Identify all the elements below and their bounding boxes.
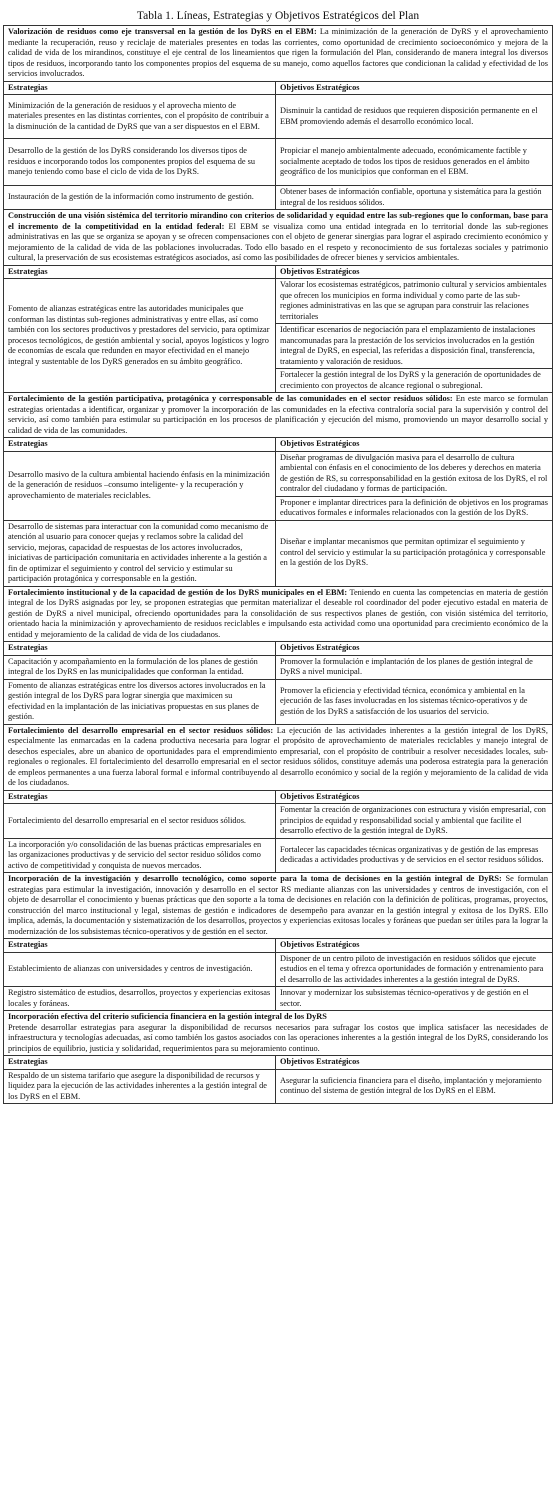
section-text: En este marco se formulan estrategias orientadas a identificar, organizar y promover la incorporación de las comunidades en la efectiva contraloría social para la supervisión y control del servicio, así como también para estimular su participación en los procesos de planificación y ejecución del mismo, promoviendo un mayor desarrollo social y calidad de vida de las comunidades. [8,394,548,435]
table-row [4,451,553,496]
section-title: Incorporación de la investigación y desarrollo tecnológico, como soporte para la toma de decisiones en la gestión integral de DyRS: [8,874,502,883]
objective-cell: Identificar escenarios de negociación para el emplazamiento de instalaciones mancomunadas para la prestación de los servicios involucrados en la gestión integral de DyRS, en especial, las referidas a disposición final, transferencia, tratamiento y valoración de residuos. [276,324,553,369]
header-objetivos: Objetivos Estratégicos [276,790,553,804]
section-row [4,26,553,82]
section-row [4,724,553,790]
header-objetivos: Objetivos Estratégicos [276,265,553,279]
objective-cell: Promover la eficiencia y efectividad técnica, económica y ambiental en la ejecución de las fases involucradas en los sistemas técnico-operativos y de gestión de los DyRS a satisfacción de los usuarios del servicio. [276,679,553,724]
column-header-row [4,1056,553,1070]
objective-cell: Promover la formulación e implantación de los planes de gestión integral de DyRS a nivel municipal. [276,655,553,679]
section-description [4,26,553,82]
strategy-cell: Capacitación y acompañamiento en la formulación de los planes de gestión integral de los DyRS en las municipalidades que conforman la entidad. [4,655,276,679]
objective-cell: Valorar los ecosistemas estratégicos, patrimonio cultural y servicios ambientales que ofrecen los municipios en forma individual y como parte de las sub-regiones administrativas en las que se agrupan para construir las relaciones territoriales [276,279,553,324]
objective-cell: Diseñar programas de divulgación masiva para el desarrollo de cultura ambiental con énfasis en el conocimiento de los deberes y derechos en materia de gestión de RS, su corresponsabilidad en la gestión exitosa de los DyRS, el rol contralor del ciudadano y formas de participación. [276,451,553,496]
objective-cell: Propiciar el manejo ambientalmente adecuado, económicamente factible y socialmente aceptado de todos los tipos de residuos generados en el ámbito geográfico de los municipios que conforman en el EBM. [276,139,553,186]
table-row [4,1069,553,1104]
section-row [4,210,553,266]
section-title: Valorización de residuos como eje transversal en la gestión de los DyRS en el EBM: [8,27,317,36]
strategy-cell: Establecimiento de alianzas con universidades y centros de investigación. [4,952,276,987]
objective-cell: Fortalecer las capacidades técnicas organizativas y de gestión de las empresas dedicadas a actividades productivas y de servicios en el sector residuos sólidos. [276,838,553,873]
section-row [4,873,553,939]
table-row [4,804,553,839]
header-estrategias: Estrategias [4,1056,276,1070]
objective-cell: Disminuir la cantidad de residuos que requieren disposición permanente en el EBM promoviendo además el desarrollo económico local. [276,95,553,139]
section-title: Fortalecimiento de la gestión participativa, protagónica y corresponsable de las comunidades en el sector residuos sólidos: [8,394,453,403]
table-row [4,139,553,186]
strategy-cell: Fortalecimiento del desarrollo empresarial en el sector residuos sólidos. [4,804,276,839]
table-row [4,679,553,724]
table-row [4,520,553,586]
section-text: Se formulan estrategias para estimular la investigación, innovación y desarrollo en el sector RS mediante alianzas con las universidades y centros de investigación, con el objeto de desarrollar el conocimiento y buenas prácticas que den soporte a la toma de decisiones en relación con la definición de políticas, programas, proyectos, construcción del marco institucional y legal, sistemas de gestión e indicadores de desempeño para avanzar en la gestión integral y exitosa de los DyRS. Ello implica, además, la documentación y sistematización de los desarrollos, proyectos y experiencias exitosas locales y foráneas que puedan ser útiles para la lograr la modernización de los subsistemas técnico-operativos y de gestión en el sector. [8,874,549,936]
section-title: Fortalecimiento del desarrollo empresarial en el sector residuos sólidos: [8,725,274,735]
objective-cell: Proponer e implantar directrices para la definición de objetivos en los programas educativos formales e informales relacionados con la gestión de los DyRS. [276,496,553,520]
table-row [4,838,553,873]
strategy-cell: Fomento de alianzas estratégicas entre las autoridades municipales que conforman las distintas sub-regiones administrativas y entre ellas, así como también con los sectores productivos y prestadores del servicio, para optimizar procesos tecnológicos, de gestión ambiental y social, apoyos logísticos y logro de economías de escala que redunden en mayor efectividad en el manejo integral y sustentable de los DyRS generados en su ámbito geográfico. [4,279,276,393]
header-estrategias: Estrategias [4,81,276,95]
table-row [4,186,553,210]
section-text: La minimización de la generación de DyRS y el aprovechamiento mediante la recuperación, reuso y reciclaje de materiales presentes en todas las corrientes, como oportunidad de crecimiento socioeconómico y mejora de la calidad de vida de los mirandinos, constituye el eje central de los lineamientos que rigen la formulación del Plan, considerando de manera integral los diversos tipos de residuos, incorporando tanto los componentes propios del esquema de su manejo, como aquellos factores que condicionan la calidad y efectividad de los servicios involucrados. [8,27,548,78]
objective-cell: Asegurar la suficiencia financiera para el diseño, implantación y mejoramiento continuo del sistema de gestión integral de los DyRS en el EBM. [276,1069,553,1104]
section-title: Incorporación efectiva del criterio suficiencia financiera en la gestión integral de los DyRS [8,1012,327,1021]
header-objetivos: Objetivos Estratégicos [276,81,553,95]
section-row [4,586,553,642]
section-row [4,1011,553,1056]
table-row [4,987,553,1011]
header-estrategias: Estrategias [4,265,276,279]
strategy-cell: Desarrollo masivo de la cultura ambiental haciendo énfasis en la minimización de la generación de residuos –consumo inteligente- y la recuperación y aprovechamiento de materiales reciclables. [4,451,276,520]
section-title: Construcción de una visión sistémica del territorio mirandino con criterios de solidaridad y equidad entre las sub-regiones que lo conforman, base para el incremento de la competitividad en la entidad federal: [8,211,548,231]
objective-cell: Fomentar la creación de organizaciones con estructura y visión empresarial, con principios de equidad y responsabilidad social y ambiental que facilite el desarrollo efectivo de la gestión integral de DyRS. [276,804,553,839]
header-objetivos: Objetivos Estratégicos [276,939,553,953]
strategies-table [3,25,553,1104]
strategy-cell: Desarrollo de sistemas para interactuar con la comunidad como mecanismo de atención al usuario para conocer quejas y reclamos sobre la calidad del servicio, mejoras, capacidad de respuestas de los actores involucrados, iniciativas de participación comunitaria en actividades inherente a la gestión a fin de optimizar el seguimiento y control del servicio y estimular su participación protagónica y corresponsable en la gestión. [4,520,276,586]
column-header-row [4,265,553,279]
objective-cell: Obtener bases de información confiable, oportuna y sistemática para la gestión integral de los residuos sólidos. [276,186,553,210]
header-estrategias: Estrategias [4,438,276,452]
objective-cell: Innovar y modernizar los subsistemas técnico-operativos y de gestión en el sector. [276,987,553,1011]
section-description [4,393,553,438]
column-header-row [4,438,553,452]
strategy-cell: Desarrollo de la gestión de los DyRS considerando los diversos tipos de residuos e incorporando todos los componentes propios del esquema de su manejo teniendo como base el ciclo de vida de los DyRS. [4,139,276,186]
section-description [4,586,553,642]
column-header-row [4,642,553,656]
objective-cell: Disponer de un centro piloto de investigación en residuos sólidos que ejecute estudios en el tema y ofrezca oportunidades de formación y entrenamiento para el desarrollo de las actividades inherentes a la gestión integral de DyRS. [276,952,553,987]
strategy-cell: Respaldo de un sistema tarifario que asegure la disponibilidad de recursos y liquidez para la ejecución de las actividades inherentes a la gestión integral de los DyRS en el EBM. [4,1069,276,1104]
section-description [4,873,553,939]
column-header-row [4,790,553,804]
header-objetivos: Objetivos Estratégicos [276,642,553,656]
column-header-row [4,939,553,953]
section-description [4,1011,553,1056]
header-estrategias: Estrategias [4,790,276,804]
strategy-cell: Instauración de la gestión de la información como instrumento de gestión. [4,186,276,210]
section-text: Teniendo en cuenta las competencias en materia de gestión integral de los DyRS asignadas por ley, se proponen estrategias que permitan materializar el deseable rol coordinador del poder ejecutivo estadal en materia de gestión de DyRS a nivel municipal, ofreciendo oportunidades para la consolidación de sus respectivos planes de gestión, con visión sistémica del territorio, orientado hacia la minimización y aprovechamiento de residuos reciclables e impulsando esta actividad como una oportunidad para crecimiento económico de la entidad y mejoramiento de la calidad de vida de los ciudadanos. [8,587,548,639]
objective-cell: Fortalecer la gestión integral de los DyRS y la generación de oportunidades de crecimiento con proyectos de alcance regional o subregional. [276,369,553,393]
table-row [4,279,553,324]
table-title: Tabla 1. Líneas, Estrategias y Objetivos Estratégicos del Plan [136,10,420,22]
table-row [4,95,553,139]
column-header-row [4,81,553,95]
header-objetivos: Objetivos Estratégicos [276,438,553,452]
table-row [4,655,553,679]
section-description [4,724,553,790]
section-text: Pretende desarrollar estrategias para asegurar la disponibilidad de recursos necesarios para sufragar los costos que implica satisfacer las necesidades de infraestructura y tecnologías adecuadas, así como también los gastos asociados con las operaciones inherentes a la gestión integral de los DyRS, considerando los principios de equilibrio, justicia y solidaridad, requerimientos para su mejoramiento continuo. [8,1022,548,1053]
table-row [4,952,553,987]
strategy-cell: Fomento de alianzas estratégicas entre los diversos actores involucrados en la gestión integral de los DyRS para lograr sinergia que maximicen su efectividad en la implantación de las iniciativas propuestas en sus planes de gestión. [4,679,276,724]
header-objetivos: Objetivos Estratégicos [276,1056,553,1070]
section-description [4,210,553,266]
section-text: El EBM se visualiza como una entidad integrada en lo territorial donde las sub-regiones administrativas en las que se organiza se apoyan y se ofrecen compensaciones con el objeto de generar sinergias para lograr el aspirado crecimiento económico y mejoramiento de la calidad de vida de las poblaciones involucradas. Todo ello basado en el respeto y reconocimiento de sus fortalezas sociales y patrimonio cultural, la preservación de sus ecosistemas estratégicos asociados, así como las posibilidades de ofrecer bienes y servicios ambientales. [8,221,548,262]
section-title: Fortalecimiento institucional y de la capacidad de gestión de los DyRS municipales en el EBM: [8,587,348,597]
strategy-cell: Minimización de la generación de residuos y el aprovecha miento de materiales presentes en las distintas corrientes, con el propósito de contribuir a la disminución de la cantidad de DyRS que van a ser dispuestos en el EBM. [4,95,276,139]
strategy-cell: La incorporación y/o consolidación de las buenas prácticas empresariales en las organizaciones productivas y de servicio del sector residuo sólidos como activo de competitividad y conquista de nuevos mercados. [4,838,276,873]
section-text: La ejecución de las actividades inherentes a la gestión integral de los DyRS, especialmente las enmarcadas en la cadena productiva necesaria para lograr el propósito de aprovechamiento de materiales reciclables y manejo integral de desechos especiales, abre un abanico de oportunidades para el emprendimiento empresarial, con el propósito de contribuir a resolver necesidades locales, sub-regionales o regionales. El fortalecimiento del desarrollo empresarial en el sector residuos sólidos, constituye además una poderosa estrategia para la generación de empleos permanentes a una fuerza laboral formal e informal contribuyendo al desarrollo económico y social de la región y mejoramiento de la calidad de vida de los ciudadanos. [8,725,548,787]
header-estrategias: Estrategias [4,642,276,656]
objective-cell: Diseñar e implantar mecanismos que permitan optimizar el seguimiento y control del servicio y estimular la su participación protagónica y corresponsable en la gestión de los DyRS. [276,520,553,586]
strategy-cell: Registro sistemático de estudios, desarrollos, proyectos y experiencias exitosas locales y foráneas. [4,987,276,1011]
section-row [4,393,553,438]
header-estrategias: Estrategias [4,939,276,953]
